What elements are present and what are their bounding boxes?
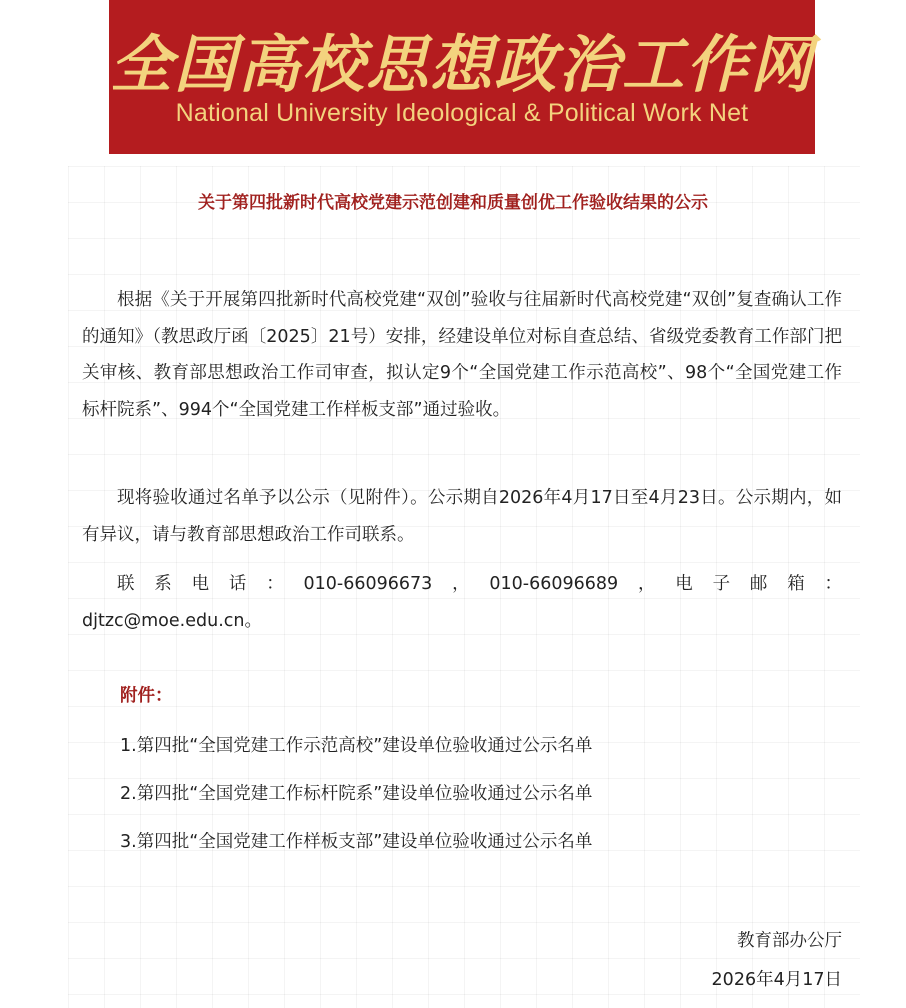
attachment-link-1[interactable]: 1.第四批“全国党建工作示范高校”建设单位验收通过公示名单 (120, 736, 593, 756)
attachment-link-3[interactable]: 3.第四批“全国党建工作样板支部”建设单位验收通过公示名单 (120, 832, 593, 852)
site-banner (109, 0, 815, 154)
body-paragraph-2: 现将验收通过名单予以公示（见附件）。公示期自2026年4月17日至4月23日。公示期内，如有异议，请与教育部思想政治工作司联系。 (82, 488, 842, 545)
site-logo-title-cn: 全国高校思想政治工作网 (109, 28, 814, 101)
body-paragraph-1: 根据《关于开展第四批新时代高校党建“双创”验收与往届新时代高校党建“双创”复查确认工作的通知》（教思政厅函〔2025〕21号）安排，经建设单位对标自查总结、省级党委教育工作部门把关审核、教育部思想政治工作司审查，拟认定9个“全国党建工作示范高校”、98个“全国党建工作标杆院系”、994个“全国党建工作样板支部”通过验收。 (82, 290, 842, 420)
document-title: 关于第四批新时代高校党建示范创建和质量创优工作验收结果的公示 (198, 193, 708, 213)
signature-organization: 教育部办公厅 (737, 931, 842, 951)
contact-email-link[interactable]: djtzc@moe.edu.cn。 (82, 610, 262, 631)
attachments-heading: 附件： (120, 686, 173, 706)
attachments-list (120, 732, 592, 876)
signature-date: 2026年4月17日 (711, 970, 842, 990)
attachment-link-2[interactable]: 2.第四批“全国党建工作标杆院系”建设单位验收通过公示名单 (120, 784, 593, 804)
site-logo-title-en: National University Ideological & Political Work Net (175, 99, 749, 127)
contact-paragraph (82, 566, 842, 639)
contact-phone-line: 联系电话：010-66096673，010-66096689，电子邮箱： (117, 574, 842, 594)
